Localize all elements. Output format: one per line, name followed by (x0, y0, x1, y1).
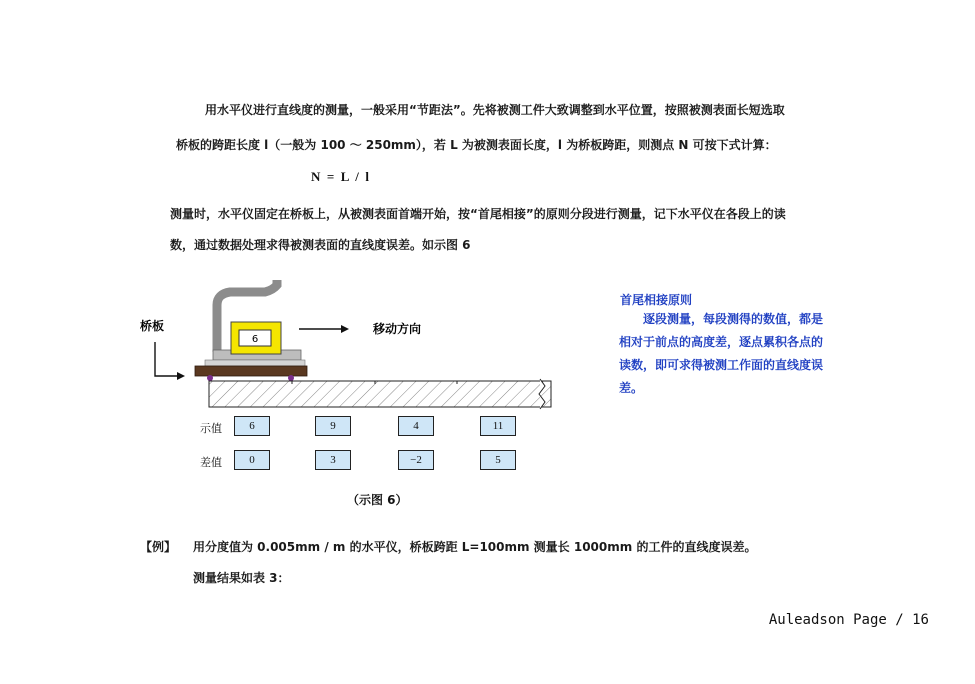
level-foot (205, 360, 305, 366)
bridge-plate (195, 366, 307, 376)
paragraph-2-line-1: 测量时，水平仪固定在桥板上，从被测表面首端开始，按“首尾相接”的原则分段进行测量，记下水平仪在各段上的读 (170, 207, 786, 221)
bridge-support-left (207, 375, 213, 381)
principle-body: 逐段测量，每段测得的数值，都是相对于前点的高度差，逐点累积各点的读数，即可求得被测工作面的直线度误差。 (619, 312, 824, 395)
shown-value-box: 9 (315, 416, 351, 436)
diff-value-box: 3 (315, 450, 351, 470)
principle-title: 首尾相接原则 (620, 293, 693, 307)
bridge-label: 桥板 (140, 319, 165, 333)
bridge-pointer-arrowhead (177, 372, 185, 380)
workpiece (209, 381, 551, 407)
example-tag: 【例】 (140, 540, 177, 554)
row-label-shown: 示值 (200, 423, 222, 435)
shown-value-box: 11 (480, 416, 516, 436)
page-footer: Auleadson Page / 16 (768, 612, 929, 628)
paragraph-1-line-2: 桥板的跨距长度 l（一般为 100 ～ 250mm），若 L 为被测表面长度，l 为桥板跨距，则测点 N 可按下式计算： (176, 138, 777, 152)
paragraph-2-line-2: 数，通过数据处理求得被测表面的直线度误差。如示图 6 (170, 238, 471, 252)
diff-value-box: 5 (480, 450, 516, 470)
row-label-diff: 差值 (200, 457, 222, 469)
example-result: 测量结果如表 3： (193, 571, 290, 585)
bridge-pointer-arrow (155, 342, 177, 376)
level-reading: 6 (251, 334, 259, 345)
bridge-support-right (288, 375, 294, 381)
diff-value-box: −2 (398, 450, 434, 470)
figure-caption: （示图 6） (347, 493, 408, 507)
shown-value-box: 6 (234, 416, 270, 436)
example-text: 用分度值为 0.005mm / m 的水平仪，桥板跨距 L=100mm 测量长 1000mm 的工件的直线度误差。 (193, 540, 757, 554)
direction-label: 移动方向 (373, 322, 422, 336)
direction-arrowhead (341, 325, 349, 333)
formula: N = L / l (311, 169, 369, 184)
shown-value-box: 4 (398, 416, 434, 436)
paragraph-1-line-1: 用水平仪进行直线度的测量，一般采用“节距法”。先将被测工件大致调整到水平位置，按照被测表面长短选取 (205, 103, 785, 117)
diff-value-box: 0 (234, 450, 270, 470)
measurement-diagram (135, 280, 575, 420)
